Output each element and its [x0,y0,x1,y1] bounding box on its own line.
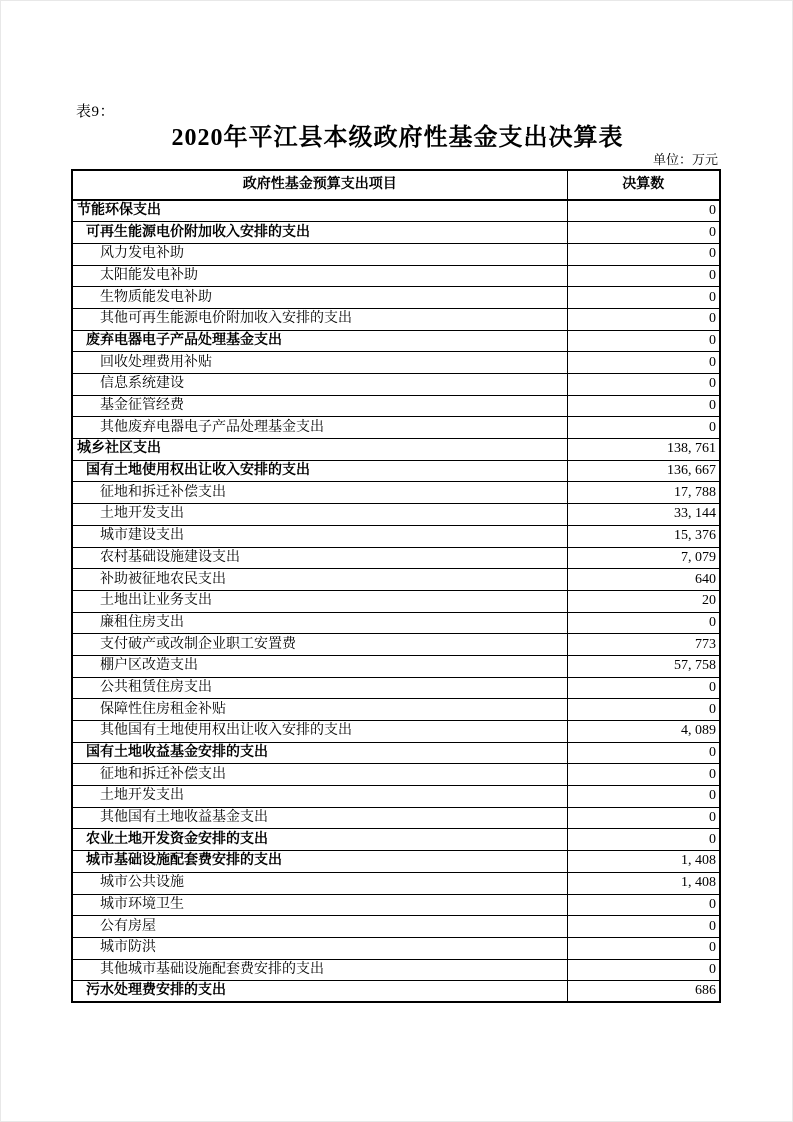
table-row [72,200,720,222]
item-label-cell: 廉租住房支出 [72,612,567,634]
table-row [72,482,720,504]
table-row [72,807,720,829]
value-cell: 0 [567,417,720,439]
item-label-cell: 其他可再生能源电价附加收入安排的支出 [72,308,567,330]
table-row [72,222,720,244]
value-cell: 33, 144 [567,504,720,526]
value-cell: 0 [567,829,720,851]
value-cell: 0 [567,374,720,396]
table-row [72,764,720,786]
table-row [72,721,720,743]
table-row [72,395,720,417]
item-label-cell: 信息系统建设 [72,374,567,396]
table-row [72,851,720,873]
value-cell: 15, 376 [567,525,720,547]
value-cell: 773 [567,634,720,656]
value-cell: 0 [567,612,720,634]
value-cell: 0 [567,330,720,352]
table-row [72,590,720,612]
page-title: 2020年平江县本级政府性基金支出决算表 [171,125,624,151]
item-label-cell: 国有土地收益基金安排的支出 [72,742,567,764]
item-label-cell: 城市防洪 [72,937,567,959]
table-row [72,504,720,526]
item-label-cell: 支付破产或改制企业职工安置费 [72,634,567,656]
value-cell: 138, 761 [567,439,720,461]
item-label-cell: 城市公共设施 [72,872,567,894]
table-row [72,308,720,330]
unit-note: 单位：万元 [652,152,718,167]
value-cell: 640 [567,569,720,591]
item-label-cell: 基金征管经费 [72,395,567,417]
value-cell: 0 [567,200,720,222]
value-cell: 0 [567,287,720,309]
item-label-cell: 土地出让业务支出 [72,590,567,612]
value-cell: 17, 788 [567,482,720,504]
item-label-cell: 城乡社区支出 [72,439,567,461]
item-label-cell: 国有土地使用权出让收入安排的支出 [72,460,567,482]
value-cell: 0 [567,243,720,265]
item-label-cell: 公共租赁住房支出 [72,677,567,699]
item-label-cell: 太阳能发电补助 [72,265,567,287]
value-cell: 0 [567,265,720,287]
value-cell: 0 [567,916,720,938]
value-cell: 0 [567,742,720,764]
table-row [72,612,720,634]
table-row [72,547,720,569]
table-row [72,439,720,461]
item-label-cell: 风力发电补助 [72,243,567,265]
value-cell: 0 [567,894,720,916]
value-cell: 686 [567,981,720,1003]
item-label-cell: 其他废弃电器电子产品处理基金支出 [72,417,567,439]
value-cell: 20 [567,590,720,612]
value-cell: 0 [567,352,720,374]
value-column-header: 决算数 [567,170,720,200]
item-label-cell: 农业土地开发资金安排的支出 [72,829,567,851]
item-label-cell: 征地和拆迁补偿支出 [72,764,567,786]
table-body [72,200,720,1002]
value-cell: 0 [567,699,720,721]
table-row [72,937,720,959]
table-row [72,243,720,265]
table-row [72,634,720,656]
item-label-cell: 其他国有土地收益基金支出 [72,807,567,829]
table-number-label: 表9： [76,104,116,120]
value-cell: 1, 408 [567,872,720,894]
table-row [72,569,720,591]
value-cell: 0 [567,959,720,981]
item-label-cell: 公有房屋 [72,916,567,938]
item-label-cell: 污水处理费安排的支出 [72,981,567,1003]
item-label-cell: 生物质能发电补助 [72,287,567,309]
table-row [72,894,720,916]
item-label-cell: 节能环保支出 [72,200,567,222]
table-row [72,265,720,287]
table-row [72,829,720,851]
table-row [72,655,720,677]
value-cell: 57, 758 [567,655,720,677]
table-row [72,460,720,482]
item-label-cell: 城市建设支出 [72,525,567,547]
item-label-cell: 城市环境卫生 [72,894,567,916]
item-label-cell: 城市基础设施配套费安排的支出 [72,851,567,873]
value-cell: 0 [567,308,720,330]
table-row [72,525,720,547]
table-row [72,786,720,808]
value-cell: 1, 408 [567,851,720,873]
value-cell: 7, 079 [567,547,720,569]
value-cell: 0 [567,677,720,699]
item-label-cell: 棚户区改造支出 [72,655,567,677]
item-label-cell: 其他国有土地使用权出让收入安排的支出 [72,721,567,743]
table-row [72,959,720,981]
table-row [72,742,720,764]
item-label-cell: 农村基础设施建设支出 [72,547,567,569]
table-row [72,677,720,699]
item-label-cell: 补助被征地农民支出 [72,569,567,591]
table-row [72,916,720,938]
value-cell: 0 [567,222,720,244]
item-label-cell: 可再生能源电价附加收入安排的支出 [72,222,567,244]
table-row [72,287,720,309]
table-row [72,352,720,374]
value-cell: 4, 089 [567,721,720,743]
value-cell: 0 [567,764,720,786]
table-header-row [72,170,720,200]
value-cell: 0 [567,937,720,959]
table-row [72,417,720,439]
value-cell: 0 [567,395,720,417]
item-label-cell: 土地开发支出 [72,786,567,808]
item-label-cell: 回收处理费用补贴 [72,352,567,374]
value-cell: 0 [567,786,720,808]
table-row [72,699,720,721]
item-label-cell: 征地和拆迁补偿支出 [72,482,567,504]
value-cell: 0 [567,807,720,829]
table-row [72,374,720,396]
item-label-cell: 其他城市基础设施配套费安排的支出 [72,959,567,981]
fund-expenditure-table [71,169,721,1003]
item-label-cell: 保障性住房租金补贴 [72,699,567,721]
item-column-header: 政府性基金预算支出项目 [72,170,567,200]
table-row [72,981,720,1003]
item-label-cell: 土地开发支出 [72,504,567,526]
value-cell: 136, 667 [567,460,720,482]
table-row [72,872,720,894]
table-row [72,330,720,352]
item-label-cell: 废弃电器电子产品处理基金支出 [72,330,567,352]
